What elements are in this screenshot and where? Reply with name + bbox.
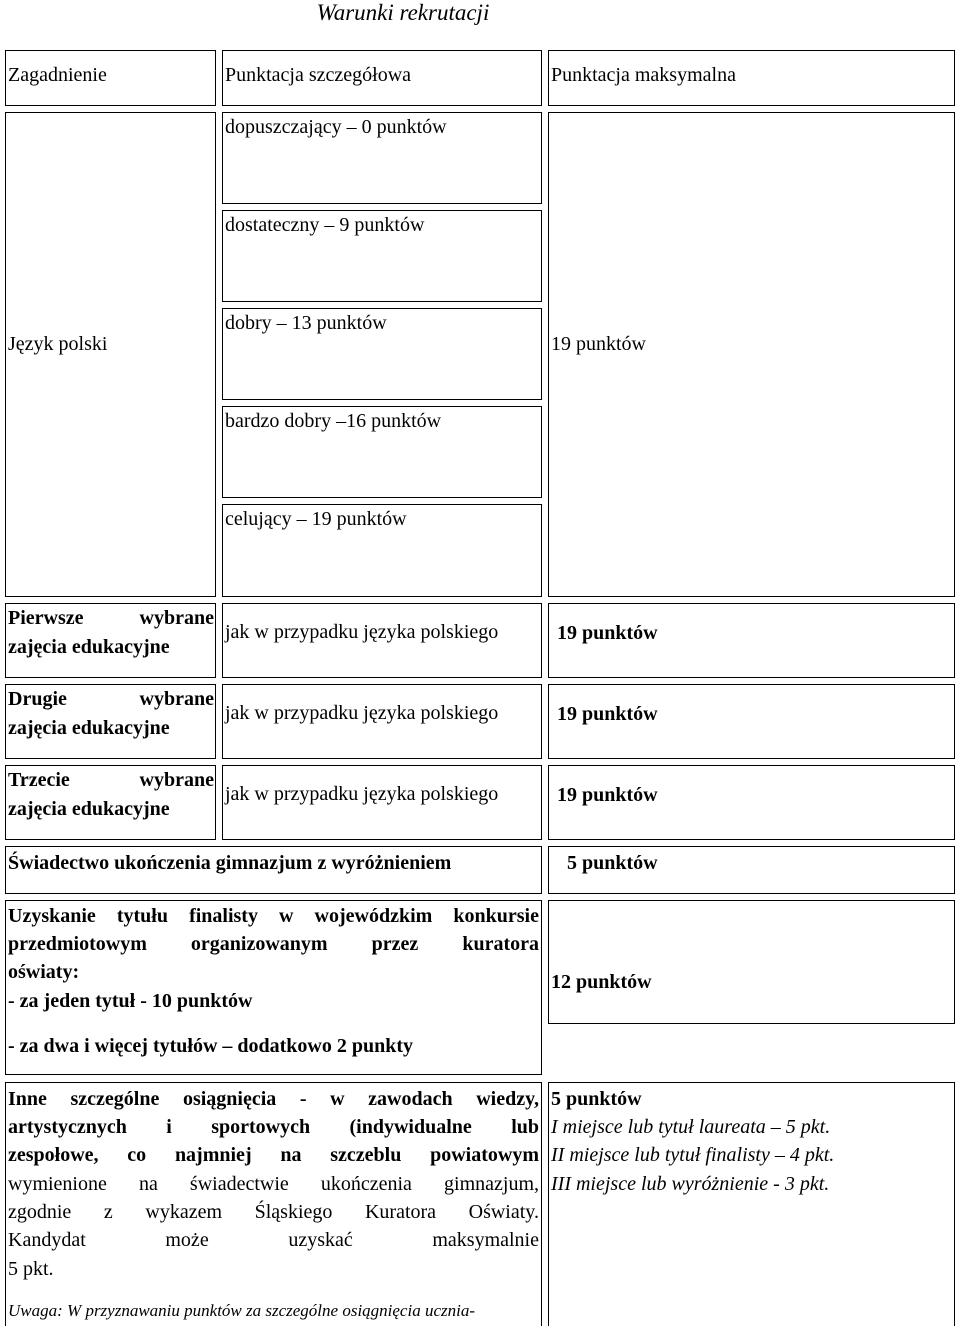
subject-label-word: Pierwsze [8, 607, 84, 629]
achievements-max-item: III miejsce lub wyróżnienie - 3 pkt. [551, 1173, 830, 1195]
subject-label-cell [5, 765, 216, 840]
subject-label-line: zajęcia edukacyjne [8, 717, 170, 739]
certificate-label: Świadectwo ukończenia gimnazjum z wyróżnieniem [8, 852, 452, 874]
finalist-max: 12 punktów [551, 971, 652, 993]
header-cell-topic [5, 50, 216, 106]
certificate-max: 5 punktów [567, 852, 658, 874]
achievements-max-cell [548, 1082, 955, 1326]
subject-label-word: wybrane [139, 607, 214, 629]
achievements-line: 5 pkt. [8, 1258, 54, 1280]
certificate-label-cell [5, 846, 542, 894]
subject-label-cell [5, 684, 216, 759]
finalist-max-cell [548, 900, 955, 1024]
grade-text: dobry – 13 punktów [225, 312, 387, 334]
polish-grade-cell [222, 406, 542, 498]
polish-grade-cell [222, 112, 542, 204]
subject-max-cell [548, 765, 955, 840]
header-label: Punktacja maksymalna [551, 64, 736, 86]
finalist-line: Uzyskanie tytułu finalisty w wojewódzkim konkursie [8, 905, 539, 927]
polish-grade-cell [222, 308, 542, 400]
subject-detail: jak w przypadku języka polskiego [225, 621, 499, 643]
grade-text: dostateczny – 9 punktów [225, 214, 425, 236]
subject-label-word: wybrane [139, 688, 214, 710]
achievements-line: artystycznych i sportowych (indywidualne lub [8, 1116, 539, 1138]
subject-detail: jak w przypadku języka polskiego [225, 783, 499, 805]
achievements-label-cell [5, 1082, 542, 1326]
subject-label-word: wybrane [139, 769, 214, 791]
finalist-line: - za jeden tytuł - 10 punktów [8, 990, 253, 1012]
subject-label-line: zajęcia edukacyjne [8, 636, 170, 658]
polish-grade-cell [222, 210, 542, 302]
subject-label-word: Trzecie [8, 769, 70, 791]
grade-text: bardzo dobry –16 punktów [225, 410, 442, 432]
subject-max: 19 punktów [557, 784, 658, 806]
subject-max-cell [548, 603, 955, 678]
achievements-line: zespołowe, co najmniej na szczeblu powiatowym [8, 1144, 539, 1166]
subject-label-cell [5, 603, 216, 678]
subject-detail: jak w przypadku języka polskiego [225, 702, 499, 724]
subject-detail-cell [222, 765, 542, 840]
grade-text: celujący – 19 punktów [225, 508, 407, 530]
subject-detail-cell [222, 603, 542, 678]
header-label: Zagadnienie [8, 64, 107, 86]
polish-max: 19 punktów [551, 333, 646, 355]
finalist-line: oświaty: [8, 961, 80, 983]
subject-max: 19 punktów [557, 622, 658, 644]
header-cell-detail [222, 50, 542, 106]
header-label: Punktacja szczegółowa [225, 64, 412, 86]
subject-max: 19 punktów [557, 703, 658, 725]
subject-max-cell [548, 684, 955, 759]
achievements-line: Inne szczególne osiągnięcia - w zawodach wiedzy, [8, 1088, 539, 1110]
achievements-line: Kandydat może uzyskać maksymalnie [8, 1229, 539, 1251]
page-title: Warunki rekrutacji [316, 0, 490, 25]
achievements-max-item: I miejsce lub tytuł laureata – 5 pkt. [551, 1116, 831, 1138]
polish-label-cell [5, 112, 216, 597]
polish-max-cell [548, 112, 955, 597]
achievements-max-item: II miejsce lub tytuł finalisty – 4 pkt. [551, 1144, 835, 1166]
certificate-max-cell [548, 846, 955, 894]
achievements-line: zgodnie z wykazem Śląskiego Kuratora Oświaty. [8, 1201, 539, 1223]
subject-detail-cell [222, 684, 542, 759]
achievements-max: 5 punktów [551, 1088, 642, 1110]
achievements-line: wymienione na świadectwie ukończenia gimnazjum, [8, 1173, 539, 1195]
finalist-line: przedmiotowym organizowanym przez kuratora [8, 933, 539, 955]
subject-label-line: zajęcia edukacyjne [8, 798, 170, 820]
polish-grade-cell [222, 504, 542, 597]
grade-text: dopuszczający – 0 punktów [225, 116, 447, 138]
polish-label: Język polski [8, 333, 108, 355]
finalist-line: - za dwa i więcej tytułów – dodatkowo 2 punkty [8, 1035, 414, 1057]
header-cell-max [548, 50, 955, 106]
finalist-label-cell [5, 900, 542, 1075]
achievements-note: Uwaga: W przyznawaniu punktów za szczególne osiągnięcia ucznia- [8, 1301, 475, 1320]
subject-label-word: Drugie [8, 688, 67, 710]
